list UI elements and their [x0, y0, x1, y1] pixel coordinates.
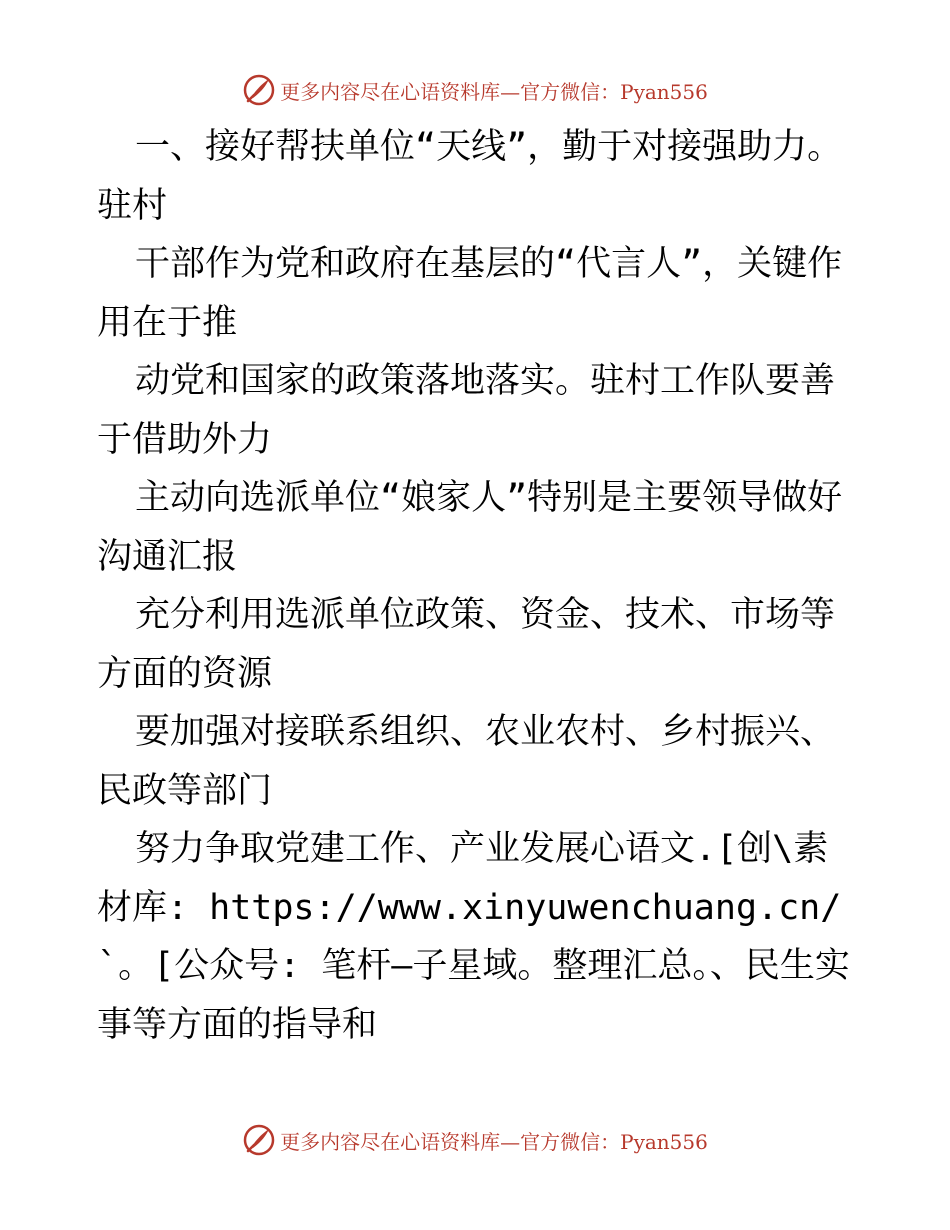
- footer-watermark-inner: [242, 1123, 708, 1157]
- paragraph-6: 要加强对接联系组织、农业农村、乡村振兴、民政等部门: [97, 712, 836, 811]
- footer-watermark: [0, 1120, 950, 1160]
- header-watermark-text: 更多内容尽在心语资料库—官方微信：Pyan556: [280, 79, 708, 104]
- quill-pen-seal-icon: [242, 73, 276, 107]
- document-body: [97, 118, 857, 1054]
- quill-pen-seal-icon: [242, 1123, 276, 1157]
- paragraph-7: 努力争取党建工作、产业发展心语文.[创\素材库: https://www.xinyuwenchuang.cn/`。[公众号: 笔杆—子星域。整理汇总。、民生实事等方面的指导和: [97, 829, 850, 1045]
- paragraph-2: 干部作为党和政府在基层的“代言人”，关键作用在于推: [97, 244, 843, 343]
- paragraph-3: 动党和国家的政策落地落实。驻村工作队要善于借助外力: [97, 361, 836, 460]
- header-watermark-inner: [242, 73, 708, 107]
- paragraph-4: 主动向选派单位“娘家人”特别是主要领导做好沟通汇报: [97, 478, 843, 577]
- header-watermark: [0, 70, 950, 110]
- footer-watermark-text: 更多内容尽在心语资料库—官方微信：Pyan556: [280, 1129, 708, 1154]
- paragraph-5: 充分利用选派单位政策、资金、技术、市场等方面的资源: [97, 595, 836, 694]
- paragraph-1: 一、接好帮扶单位“天线”，勤于对接强助力。驻村: [97, 127, 843, 226]
